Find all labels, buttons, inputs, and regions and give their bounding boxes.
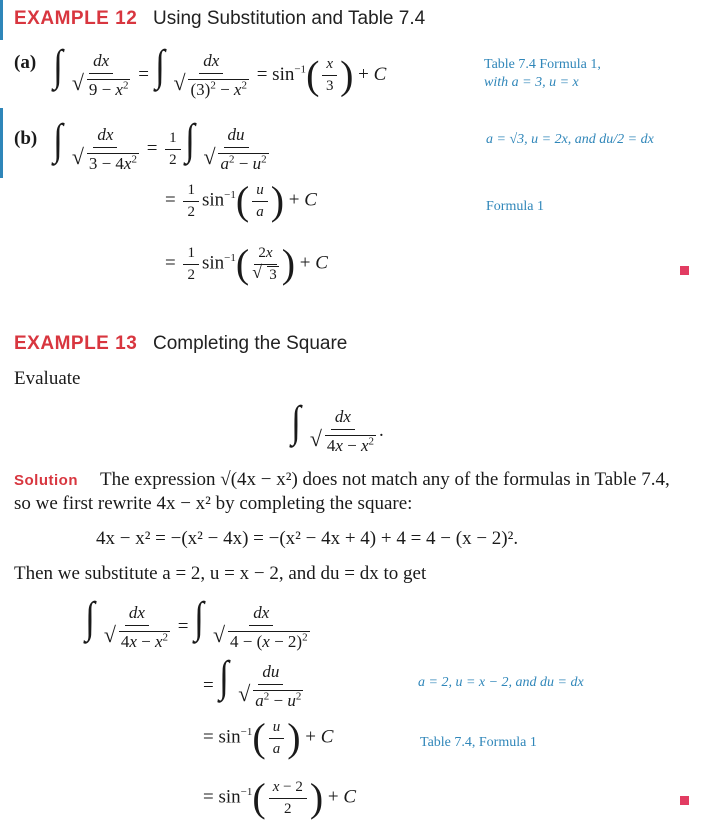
note-formula-1: Formula 1: [486, 199, 544, 214]
evaluate-text: Evaluate: [14, 368, 81, 389]
example-12-label: EXAMPLE 12: [14, 8, 138, 29]
substitute-text: Then we substitute a = 2, u = x − 2, and du = dx to get: [14, 563, 427, 584]
note-with-a-3: with a = 3, u = x: [484, 75, 579, 90]
note-table-formula-1-13: Table 7.4, Formula 1: [420, 735, 537, 750]
integral-to-evaluate: ∫ dx √ $4x - x^2$ .: [291, 397, 384, 456]
equation-b: ∫ dx √ $3 - 4x^2$ = $\frac{1}{2}$ ∫ du √ $a^2 - u^2$: [53, 115, 267, 174]
example-13-title: Completing the Square: [153, 333, 348, 354]
part-b-label: (b): [14, 128, 38, 149]
solution-paragraph: [14, 468, 714, 492]
equation-a: ∫ dx √ $9 - x^2$ = ∫ dx √ $(3)^2 - x^2$ = $\sin^{-1}$( $\frac{x}{3}$ ) + C: [53, 41, 387, 100]
solution-text-1: The expression √(4x − x²) does not match any of the formulas in Table 7.4,: [100, 469, 670, 490]
margin-bar: [0, 108, 3, 178]
part-a-label: (a): [14, 52, 37, 73]
note-substitution-b: a = √3, u = 2x, and du/2 = dx: [486, 132, 654, 147]
example-13-label: EXAMPLE 13: [14, 333, 138, 354]
example-12-title: Using Substitution and Table 7.4: [153, 8, 426, 29]
equation-13-step-1: ∫ dx √ $4x - x^2$ = ∫ dx √ $4 - (x - 2)^2$: [85, 593, 308, 652]
end-of-example-mark: [680, 796, 689, 805]
margin-bar: [0, 0, 3, 40]
equation-13-step-4: = $\sin^{-1}$( $\frac{x - 2}{2}$ ) + C: [203, 775, 357, 820]
solution-text-2: so we first rewrite 4x − x² by completing the square:: [14, 493, 413, 514]
equation-b-step-2: = $\frac{1}{2}$ $\sin^{-1}$( $\frac{u}{a}$ ) + C: [165, 178, 317, 223]
solution-label: Solution: [14, 472, 78, 489]
note-substitution-13: a = 2, u = x − 2, and du = dx: [418, 675, 584, 690]
completing-square-equation: 4x − x² = −(x² − 4x) = −(x² − 4x + 4) + 4 = 4 − (x − 2)².: [96, 528, 519, 549]
end-of-example-mark: [680, 266, 689, 275]
equation-13-step-3: = $\sin^{-1}$( $\frac{u}{a}$ ) + C: [203, 715, 334, 760]
equation-13-step-2: = ∫ du √ $a^2 - u^2$: [203, 652, 302, 711]
note-table-formula-1: Table 7.4 Formula 1,: [484, 57, 601, 72]
equation-b-step-3: = $\frac{1}{2}$ $\sin^{-1}$( 2x √ 3 ) + C: [165, 241, 328, 286]
